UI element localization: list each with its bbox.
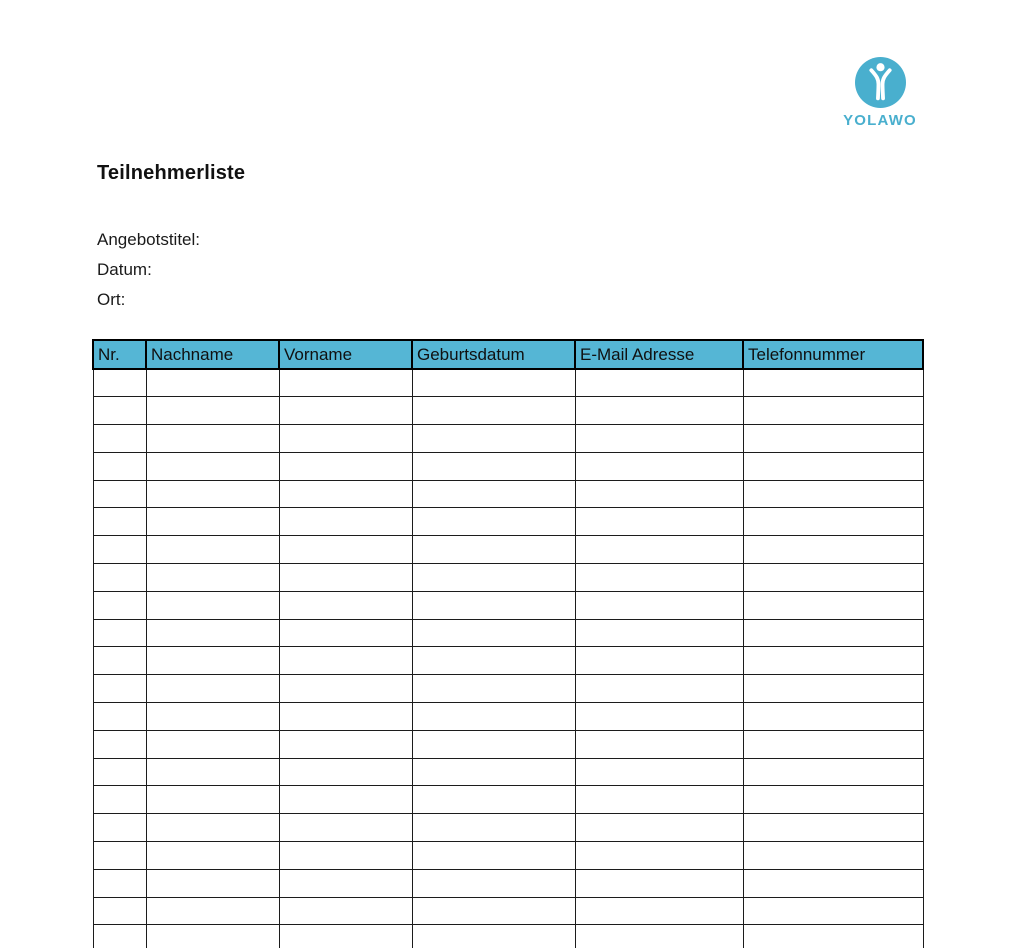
empty-cell: [279, 564, 412, 592]
empty-cell: [743, 758, 923, 786]
person-raised-arms-icon: [855, 57, 906, 108]
empty-cell: [743, 397, 923, 425]
empty-cell: [93, 369, 146, 397]
empty-cell: [575, 425, 743, 453]
column-header-vorname: Vorname: [279, 340, 412, 369]
table-row: [93, 675, 923, 703]
empty-cell: [93, 814, 146, 842]
empty-cell: [575, 703, 743, 731]
empty-cell: [146, 675, 279, 703]
empty-cell: [575, 647, 743, 675]
empty-cell: [412, 869, 575, 897]
empty-cell: [279, 619, 412, 647]
empty-cell: [575, 897, 743, 925]
table-row: [93, 619, 923, 647]
table-row: [93, 869, 923, 897]
empty-cell: [575, 397, 743, 425]
empty-cell: [412, 591, 575, 619]
empty-cell: [575, 591, 743, 619]
empty-cell: [743, 619, 923, 647]
table-row: [93, 480, 923, 508]
table-row: [93, 647, 923, 675]
empty-cell: [93, 619, 146, 647]
empty-cell: [93, 897, 146, 925]
empty-cell: [93, 786, 146, 814]
table-row: [93, 425, 923, 453]
table-row: [93, 703, 923, 731]
empty-cell: [146, 591, 279, 619]
empty-cell: [412, 536, 575, 564]
empty-cell: [146, 508, 279, 536]
empty-cell: [93, 480, 146, 508]
empty-cell: [412, 369, 575, 397]
empty-cell: [575, 536, 743, 564]
table-row: [93, 842, 923, 870]
empty-cell: [575, 480, 743, 508]
empty-cell: [575, 369, 743, 397]
empty-cell: [743, 925, 923, 948]
column-header-nachname: Nachname: [146, 340, 279, 369]
empty-cell: [575, 786, 743, 814]
empty-cell: [575, 758, 743, 786]
empty-cell: [743, 786, 923, 814]
empty-cell: [279, 647, 412, 675]
column-header-e-mail-adresse: E-Mail Adresse: [575, 340, 743, 369]
empty-cell: [743, 425, 923, 453]
table-row: [93, 369, 923, 397]
empty-cell: [575, 730, 743, 758]
empty-cell: [279, 369, 412, 397]
table-row: [93, 397, 923, 425]
empty-cell: [412, 675, 575, 703]
empty-cell: [279, 480, 412, 508]
empty-cell: [743, 814, 923, 842]
empty-cell: [93, 591, 146, 619]
empty-cell: [575, 619, 743, 647]
empty-cell: [93, 425, 146, 453]
field-label-angebotstitel: Angebotstitel:: [97, 230, 201, 249]
empty-cell: [146, 564, 279, 592]
empty-cell: [412, 425, 575, 453]
empty-cell: [575, 508, 743, 536]
empty-cell: [146, 758, 279, 786]
empty-cell: [279, 730, 412, 758]
empty-cell: [412, 730, 575, 758]
empty-cell: [146, 397, 279, 425]
empty-cell: [146, 925, 279, 948]
empty-cell: [146, 647, 279, 675]
empty-cell: [412, 508, 575, 536]
empty-cell: [412, 703, 575, 731]
empty-cell: [575, 925, 743, 948]
empty-cell: [575, 842, 743, 870]
table-body: [93, 369, 923, 948]
empty-cell: [575, 452, 743, 480]
empty-cell: [743, 508, 923, 536]
brand-logo: [841, 57, 919, 129]
empty-cell: [412, 814, 575, 842]
empty-cell: [743, 536, 923, 564]
table-row: [93, 564, 923, 592]
empty-cell: [412, 480, 575, 508]
empty-cell: [279, 758, 412, 786]
table-row: [93, 536, 923, 564]
empty-cell: [412, 925, 575, 948]
empty-cell: [279, 842, 412, 870]
meta-fields: [97, 225, 200, 315]
empty-cell: [279, 397, 412, 425]
table-row: [93, 814, 923, 842]
empty-cell: [412, 758, 575, 786]
empty-cell: [279, 703, 412, 731]
empty-cell: [412, 564, 575, 592]
empty-cell: [93, 508, 146, 536]
empty-cell: [93, 758, 146, 786]
empty-cell: [412, 452, 575, 480]
empty-cell: [279, 425, 412, 453]
empty-cell: [743, 591, 923, 619]
table-row: [93, 591, 923, 619]
table-row: [93, 730, 923, 758]
table-header-row: [93, 340, 923, 369]
empty-cell: [575, 675, 743, 703]
column-header-nr: Nr.: [93, 340, 146, 369]
field-label-ort: Ort:: [97, 290, 126, 309]
empty-cell: [279, 869, 412, 897]
empty-cell: [93, 397, 146, 425]
empty-cell: [743, 897, 923, 925]
empty-cell: [279, 675, 412, 703]
table-row: [93, 508, 923, 536]
empty-cell: [743, 647, 923, 675]
empty-cell: [743, 703, 923, 731]
empty-cell: [146, 619, 279, 647]
table-row: [93, 452, 923, 480]
empty-cell: [279, 897, 412, 925]
empty-cell: [93, 564, 146, 592]
empty-cell: [279, 536, 412, 564]
empty-cell: [743, 730, 923, 758]
participants-table: [92, 339, 924, 948]
empty-cell: [412, 619, 575, 647]
empty-cell: [93, 536, 146, 564]
empty-cell: [279, 508, 412, 536]
empty-cell: [279, 925, 412, 948]
empty-cell: [146, 425, 279, 453]
empty-cell: [412, 786, 575, 814]
empty-cell: [279, 814, 412, 842]
empty-cell: [279, 786, 412, 814]
empty-cell: [146, 703, 279, 731]
field-label-datum: Datum:: [97, 260, 152, 279]
empty-cell: [146, 480, 279, 508]
empty-cell: [146, 369, 279, 397]
empty-cell: [575, 814, 743, 842]
empty-cell: [743, 564, 923, 592]
empty-cell: [743, 842, 923, 870]
empty-cell: [575, 564, 743, 592]
empty-cell: [93, 452, 146, 480]
empty-cell: [743, 869, 923, 897]
empty-cell: [146, 842, 279, 870]
table-row: [93, 786, 923, 814]
empty-cell: [743, 369, 923, 397]
empty-cell: [93, 925, 146, 948]
table-row: [93, 758, 923, 786]
empty-cell: [146, 869, 279, 897]
empty-cell: [279, 452, 412, 480]
empty-cell: [93, 675, 146, 703]
empty-cell: [93, 647, 146, 675]
empty-cell: [575, 869, 743, 897]
empty-cell: [743, 675, 923, 703]
table-row: [93, 897, 923, 925]
empty-cell: [743, 452, 923, 480]
empty-cell: [93, 730, 146, 758]
empty-cell: [146, 730, 279, 758]
brand-wordmark: YOLAWO: [843, 112, 917, 129]
empty-cell: [146, 814, 279, 842]
empty-cell: [146, 536, 279, 564]
empty-cell: [279, 591, 412, 619]
empty-cell: [93, 703, 146, 731]
empty-cell: [146, 897, 279, 925]
page-title: Teilnehmerliste: [97, 162, 246, 184]
empty-cell: [743, 480, 923, 508]
empty-cell: [93, 842, 146, 870]
column-header-geburtsdatum: Geburtsdatum: [412, 340, 575, 369]
column-header-telefonnummer: Telefonnummer: [743, 340, 923, 369]
empty-cell: [146, 452, 279, 480]
empty-cell: [93, 869, 146, 897]
empty-cell: [412, 397, 575, 425]
empty-cell: [412, 647, 575, 675]
empty-cell: [412, 897, 575, 925]
empty-cell: [146, 786, 279, 814]
table-row: [93, 925, 923, 948]
empty-cell: [412, 842, 575, 870]
